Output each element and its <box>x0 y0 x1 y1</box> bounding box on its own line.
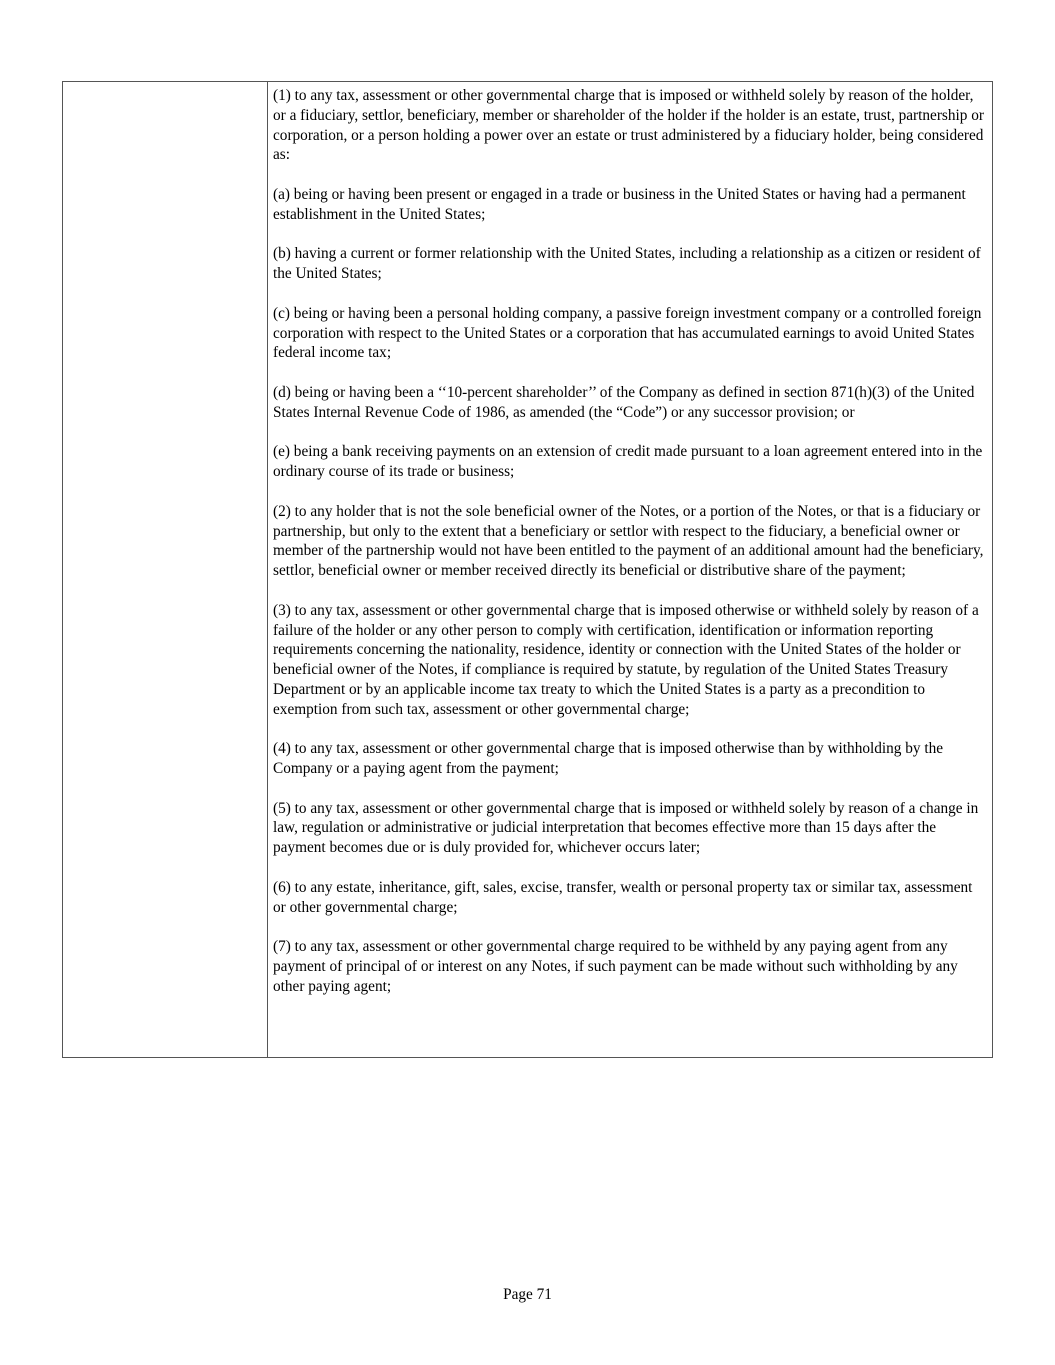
clause-2-paragraph: (2) to any holder that is not the sole beneficial owner of the Notes, or a portion of the Notes, or that is a fiduciary or partnership, but only to the extent that a beneficiary or settlor with respect to the fiduciary, a beneficial owner or member of the partnership would not have been entitled to the payment of an additional amount had the beneficiary, settlor, beneficial owner or member received directly its beneficial or distributive share of the payment; <box>273 502 984 580</box>
clause-3-paragraph: (3) to any tax, assessment or other governmental charge that is imposed otherwise or withheld solely by reason of a failure of the holder or any other person to comply with certification, identification or information reporting requirements concerning the nationality, residence, identity or connection with the United States of the holder or beneficial owner of the Notes, if compliance is required by statute, by regulation of the United States Treasury Department or by an applicable income tax treaty to which the United States is a party as a precondition to exemption from such tax, assessment or other governmental charge; <box>273 601 979 718</box>
empty-left-cell <box>63 82 268 1057</box>
clause-7-paragraph: (7) to any tax, assessment or other governmental charge required to be withheld by any paying agent from any payment of principal of or interest on any Notes, if such payment can be made without such withholding by any other paying agent; <box>273 938 958 995</box>
clause-1b-paragraph: (b) having a current or former relationship with the United States, including a relationship as a citizen or resident of the United States; <box>273 245 981 283</box>
terms-table <box>62 81 993 1058</box>
clause-6-paragraph: (6) to any estate, inheritance, gift, sales, excise, transfer, wealth or personal property tax or similar tax, assessment or other governmental charge; <box>273 878 973 916</box>
provisions-cell <box>268 82 992 1057</box>
clause-1a-paragraph: (a) being or having been present or engaged in a trade or business in the United States or having had a permanent establishment in the United States; <box>273 185 966 223</box>
clause-1-paragraph: (1) to any tax, assessment or other governmental charge that is imposed or withheld solely by reason of the holder, or a fiduciary, settlor, beneficiary, member or shareholder of the holder if the holder is an estate, trust, partnership or corporation, or a person holding a power over an estate or trust administered by a fiduciary holder, being considered as: <box>273 87 984 164</box>
page-number: Page 71 <box>503 1286 552 1303</box>
clause-5-paragraph: (5) to any tax, assessment or other governmental charge that is imposed or withheld solely by reason of a change in law, regulation or administrative or judicial interpretation that becomes effective more than 15 days after the payment becomes due or is duly provided for, whichever occurs later; <box>273 799 979 857</box>
clause-4-paragraph: (4) to any tax, assessment or other governmental charge that is imposed otherwise than by withholding by the Company or a paying agent from the payment; <box>273 740 944 778</box>
clause-1d-paragraph: (d) being or having been a ‘‘10-percent shareholder’’ of the Company as defined in section 871(h)(3) of the United States Internal Revenue Code of 1986, as amended (the “Code”) or any successor provision; or <box>273 383 975 421</box>
clause-1c-paragraph: (c) being or having been a personal holding company, a passive foreign investment company or a controlled foreign corporation with respect to the United States or a corporation that has accumulated earnings to avoid United States federal income tax; <box>273 304 982 362</box>
clause-1e-paragraph: (e) being a bank receiving payments on an extension of credit made pursuant to a loan agreement entered into in the ordinary course of its trade or business; <box>273 443 983 481</box>
